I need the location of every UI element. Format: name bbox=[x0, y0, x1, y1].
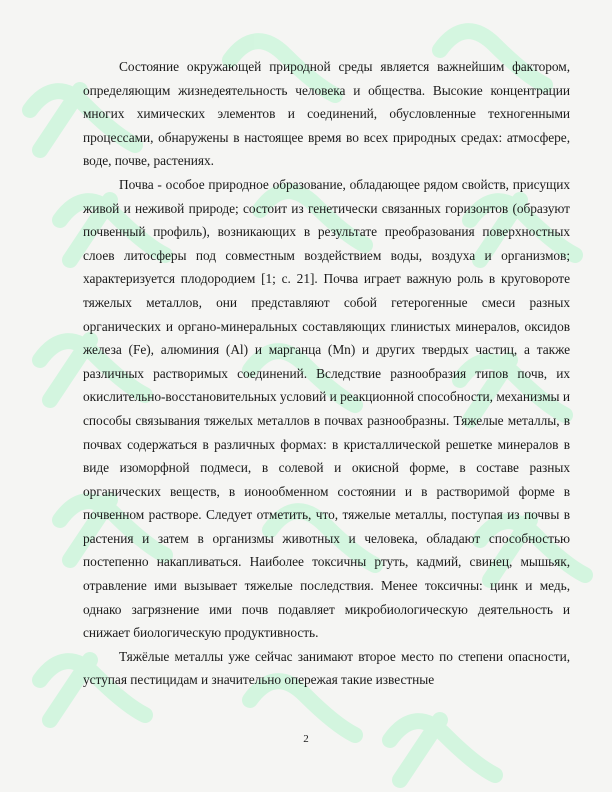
paragraph: Тяжёлые металлы уже сейчас занимают второе место по степени опасности, уступая пестицидам и значительно опережая такие известные bbox=[83, 648, 570, 688]
document-body bbox=[83, 55, 570, 692]
paragraph: Почва - особое природное образование, обладающее рядом свойств, присущих живой и неживой природе; состоит из генетически связанных горизонтов (образуют почвенный профиль), возникающих в результате преобразования поверхностных слоев литосферы под совместным воздействием воды, воздуха и организмов; характеризуется плодородием [1; с. 21]. Почва играет важную роль в круговороте тяжелых металлов, они представляют собой гетерогенные смеси разных органических и органо-минеральных составляющих глинистых минералов, оксидов железа (Fe), алюминия (Al) и марганца (Mn) и других твердых частиц, а также различных растворимых соединений. Вследствие разнообразия типов почв, их окислительно-восстановительных условий и реакционной способности, механизмы и способы связывания тяжелых металлов в почвах разнообразны. Тяжелые металлы, в почвах содержаться в различных формах: в кристаллической решетке минералов в виде изоморфной подмеси, в солевой и окисной форме, в составе разных органических веществ, в ионообменном состоянии и в растворимой форме в почвенном растворе. Следует отметить, что, тяжелые металлы, поступая из почвы в растения и затем в организмы животных и человека, обладают способностью постепенно накапливаться. Наиболее токсичны ртуть, кадмий, свинец, мышьяк, отравление ими вызывает тяжелые последствия. Менее токсичны: цинк и медь, однако загрязнение ими почв подавляет микробиологическую деятельность и снижает биологическую продуктивность. bbox=[83, 176, 570, 641]
page-number: 2 bbox=[303, 733, 309, 745]
paragraph: Состояние окружающей природной среды является важнейшим фактором, определяющим жизнедеятельность человека и общества. Высокие концентрации многих химических элементов и соединений, обусловленные техногенными процессами, обнаружены в настоящее время во всех природных средах: атмосфере, воде, почве, растениях. bbox=[83, 59, 570, 169]
